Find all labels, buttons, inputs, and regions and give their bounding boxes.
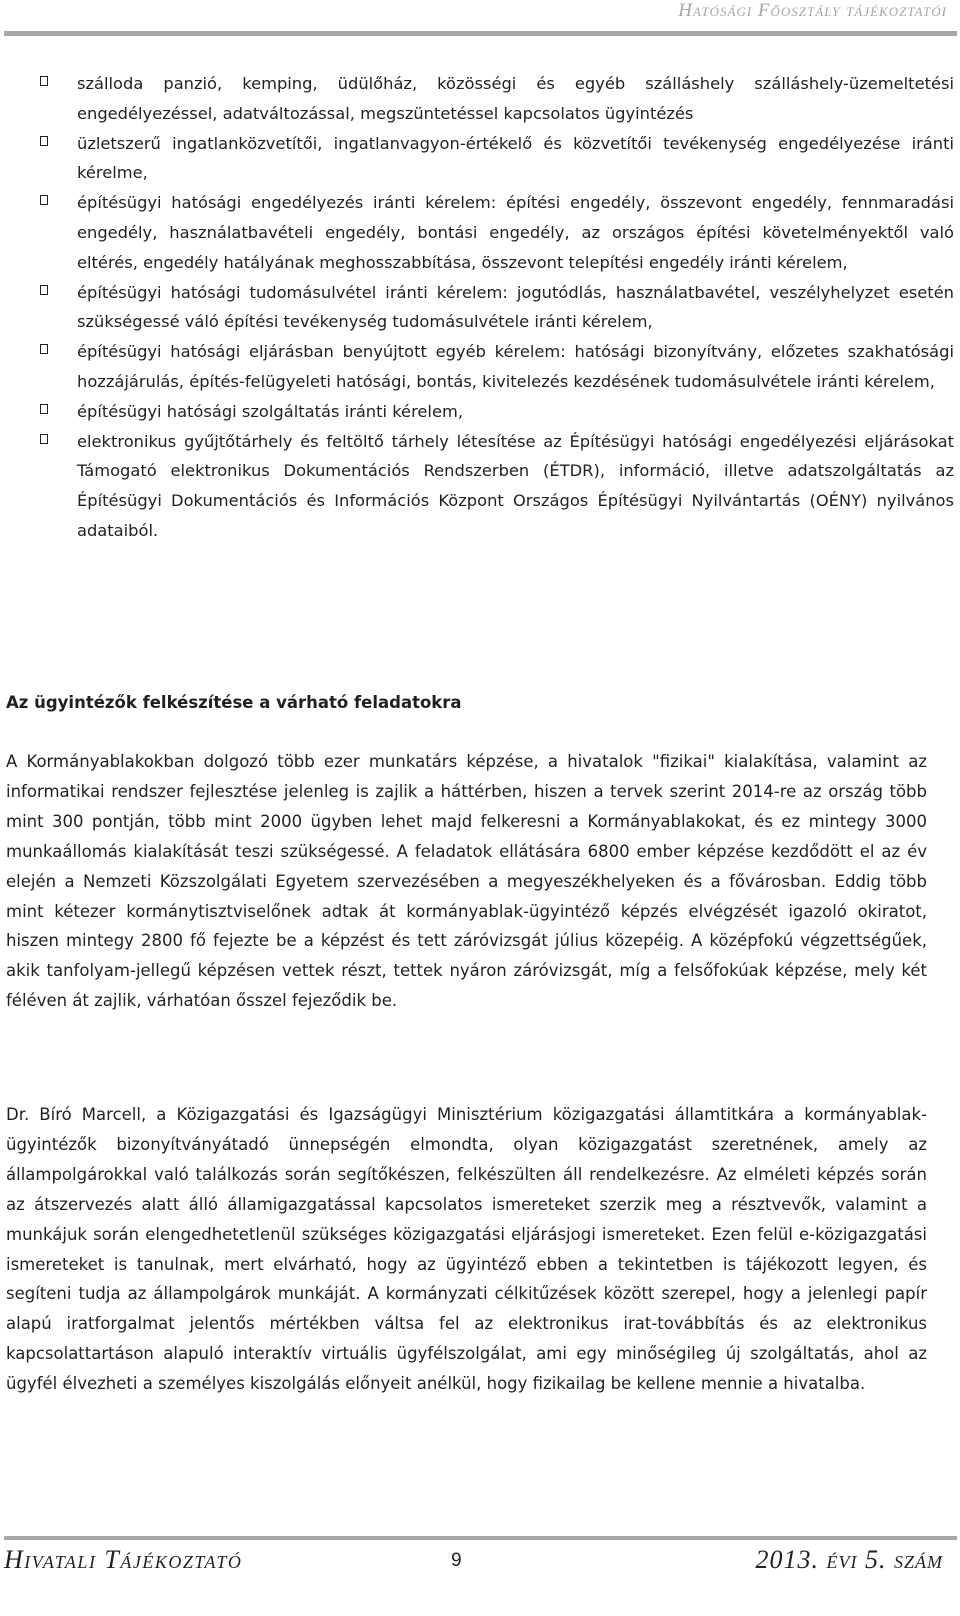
running-header: Hatósági Főosztály tájékoztatói [678, 0, 947, 21]
list-item [6, 337, 954, 397]
list-item-text: építésügyi hatósági tudomásulvétel iránti kérelem: jogutódlás, használatbavétel, veszélyhelyzet esetén szükségessé váló építési tevékenység tudomásulvétele iránti kérelem, [77, 282, 954, 332]
header-rule [4, 31, 957, 36]
list-item [6, 427, 954, 546]
page-footer [4, 1545, 957, 1585]
square-bullet-icon [40, 344, 48, 354]
list-item-text: üzletszerű ingatlanközvetítői, ingatlanvagyon-értékelő és közvetítői tevékenység engedélyezése iránti kérelme, [77, 133, 954, 183]
list-item [6, 129, 954, 189]
list-item-text: építésügyi hatósági eljárásban benyújtott egyéb kérelem: hatósági bizonyítvány, előzetes szakhatósági hozzájárulás, építés-felügyeleti hatósági, bontás, kivitelezés kezdésének tudomásulvétele iránti kérelem, [77, 342, 954, 391]
issue-label: 2013. évi 5. szám [755, 1545, 943, 1574]
square-bullet-icon [40, 285, 48, 295]
list-item-text: elektronikus gyűjtőtárhely és feltöltő tárhely létesítése az Építésügyi hatósági engedélyezési eljárásokat Támogató elektronikus Dokumentációs Rendszerben (ÉTDR), információ, illetve adatszolgáltatás az Építésügyi Dokumentációs és Információs Központ Országos Építésügyi Nyilvántartás (OÉNY) nyilvános adataiból. [77, 431, 954, 540]
square-bullet-icon [40, 195, 48, 205]
list-item-text: szálloda panzió, kemping, üdülőház, közösségi és egyéb szálláshely szálláshely-üzemeltetési engedélyezéssel, adatváltozással, megszüntetéssel kapcsolatos ügyintézés [77, 74, 954, 123]
publication-title: Hivatali Tájékoztató [4, 1545, 243, 1574]
list-item [6, 278, 954, 338]
list-item [6, 397, 954, 427]
body-paragraph: A Kormányablakokban dolgozó több ezer munkatárs képzése, a hivatalok "fizikai" kialakítása, valamint az informatikai rendszer fejlesztése jelenleg is zajlik a háttérben, hiszen a tervek szerint 2014-re az ország több mint 300 pontján, több mint 2000 ügyben lehet majd felkeresni a Kormányablakokat, és ez mintegy 3000 munkaállomás kialakítását teszi szükségessé. A feladatok ellátására 6800 ember képzése kezdődött el az év elején a Nemzeti Közszolgálati Egyetem szervezésében a megyeszékhelyeken és a fővárosban. Eddig több mint kétezer kormánytisztviselőnek adtak át kormányablak-ügyintéző képzés elvégzését igazoló okiratot, hiszen mintegy 2800 fő fejezte be a képzést és tett záróvizsgát július közepéig. A középfokú végzettségűek, akik tanfolyam-jellegű képzésen vettek részt, tettek nyáron záróvizsgát, míg a felsőfokúak képzése, mely két féléven át zajlik, várhatóan ősszel fejeződik be. [6, 752, 927, 1011]
footer-rule [4, 1536, 957, 1540]
bullet-list [6, 69, 954, 546]
list-item [6, 188, 954, 277]
square-bullet-icon [40, 434, 48, 444]
section-heading: Az ügyintézők felkészítése a várható feladatokra [6, 693, 462, 712]
page-number: 9 [451, 1550, 462, 1571]
body-paragraph: Dr. Bíró Marcell, a Közigazgatási és Igazságügyi Minisztérium közigazgatási államtitkára a kormányablak-ügyintézők bizonyítványátadó ünnepségén elmondta, olyan közigazgatást szeretnének, amely az állampolgárokkal való találkozás során segítőkészen, felkészülten áll rendelkezésre. Az elméleti képzés során az átszervezés alatt álló államigazgatással kapcsolatos ismereteket szerzik meg a résztvevők, valamint a munkájuk során elengedhetetlenül szükséges közigazgatási eljárásjogi ismereteket. Ezen felül e-közigazgatási ismereteket is tanulnak, mert elvárható, hogy az ügyintéző ebben a tekintetben is tájékozott legyen, és segíteni tudja az állampolgárok munkáját. A kormányzati célkitűzések között szerepel, hogy a jelenlegi papír alapú iratforgalmat jelentős mértékben váltsa fel az elektronikus irat-továbbítás és az elektronikus kapcsolattartáson alapuló interaktív virtuális ügyfélszolgálat, ami egy minőségileg új szolgáltatás, ahol az ügyfél élvezheti a személyes kiszolgálás előnyeit anélkül, hogy fizikailag be kellene mennie a hivatalba. [6, 1105, 927, 1394]
square-bullet-icon [40, 136, 48, 146]
list-item [6, 69, 954, 129]
list-item-text: építésügyi hatósági szolgáltatás iránti kérelem, [77, 401, 463, 421]
square-bullet-icon [40, 404, 48, 414]
list-item-text: építésügyi hatósági engedélyezés iránti kérelem: építési engedély, összevont engedély, fennmaradási engedély, használatbavételi engedély, bontási engedély, az országos építési követelményektől való eltérés, engedély hatályának meghosszabbítása, összevont telepítési engedély iránti kérelem, [77, 193, 954, 272]
square-bullet-icon [40, 76, 48, 86]
